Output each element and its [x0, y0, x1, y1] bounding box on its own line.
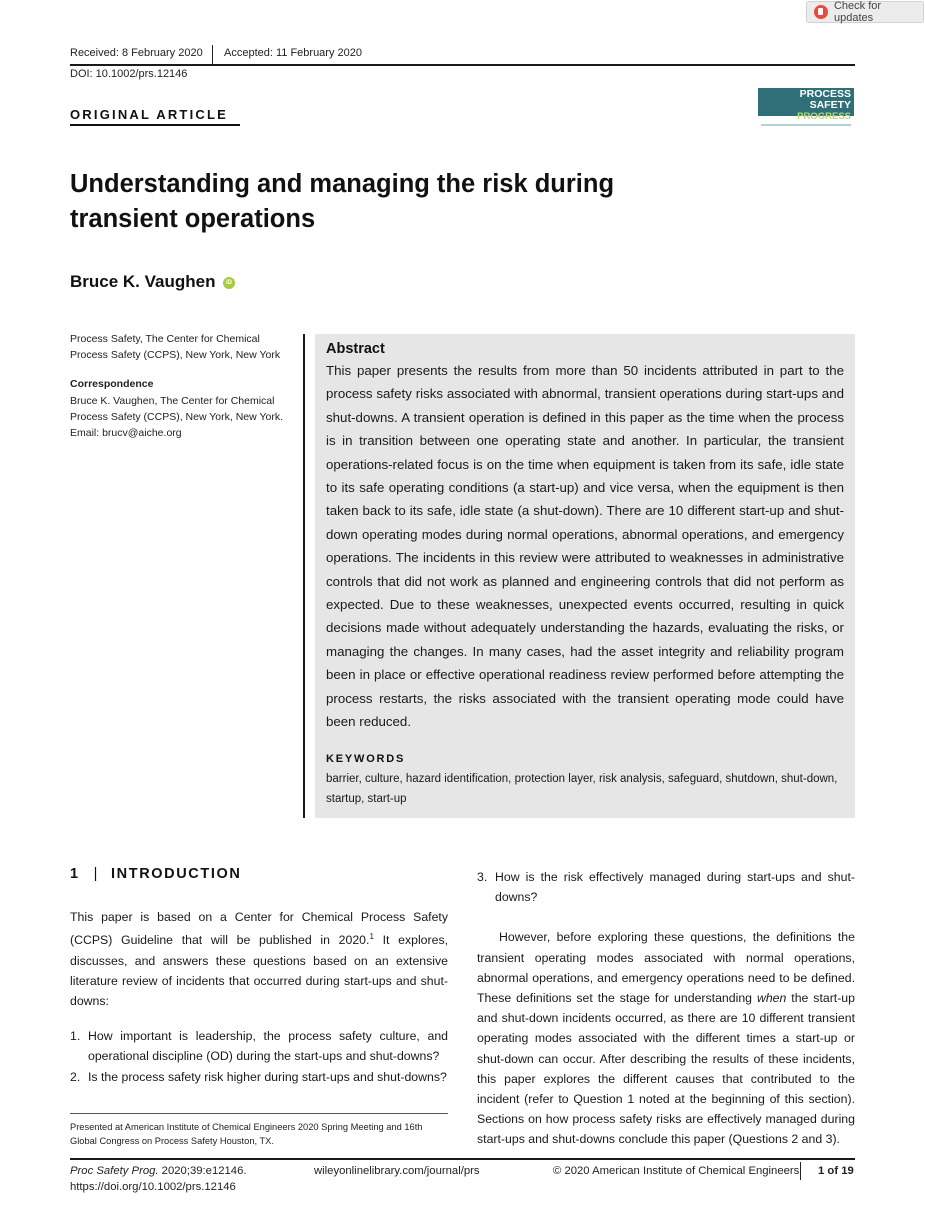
- article-type-underline: [70, 124, 240, 126]
- affiliation: Process Safety, The Center for Chemical Process Safety (CCPS), New York, New York: [70, 333, 281, 361]
- footer-website-link[interactable]: wileyonlinelibrary.com/journal/prs: [314, 1165, 480, 1177]
- left-column: [70, 907, 448, 1087]
- correspondence-details: [70, 393, 295, 441]
- definitions-text-a: However, before exploring these questions, the definitions the transient operating modes associated with normal operations, abnormal operations, and emergency operations need to be defined. These definitions set the stage for understanding: [477, 930, 855, 1006]
- abstract-box: [315, 334, 855, 818]
- section-separator: |: [93, 866, 100, 882]
- list-text: How is the risk effectively managed during start-ups and shut-downs?: [495, 870, 855, 905]
- section-title: INTRODUCTION: [111, 866, 242, 882]
- footnote: Presented at American Institute of Chemical Engineers 2020 Spring Meeting and 16th Global Congress on Process Safety Houston, TX.: [70, 1122, 423, 1146]
- author-name: Bruce K. Vaughen: [70, 272, 216, 291]
- abstract-text: This paper presents the results from more than 50 incidents attributed in part to the process safety risks associated with abnormal, transient operations during start-ups and shut-downs. A transient operation is defined in this paper as the time when the process is in transition between one operating state and another. In particular, the transient operations-related focus is on the time when equipment is taken from its safe, idle state to its safe operating conditions (a start-up) and vice versa, when the equipment is then taken back to its safe, idle state (a shut-down). There are 10 different start-up and shut-down operating modes during normal operations, abnormal operations, and emergency operations. The incidents in this review were attributed to weaknesses in administrative controls that did not work as planned and engineering controls that did not perform as expected. Due to these weaknesses, unexpected events occurred, resulting in quick decisions made without adequately understanding the hazards, evaluating the risks, or managing the changes. In many cases, had the asset integrity and reliability program been in place or effective operational readiness review performed before attempting the process restarts, the risks associated with the transient operating mode could have been reduced.: [326, 363, 844, 730]
- footer-divider: [800, 1162, 801, 1180]
- abstract-heading: Abstract: [326, 341, 385, 357]
- right-column: [477, 867, 855, 1150]
- check-for-updates-label: Check for updates: [833, 0, 882, 24]
- question-list-continued: [477, 867, 855, 907]
- reference-1[interactable]: 1: [369, 932, 374, 942]
- check-for-updates-button[interactable]: [806, 1, 924, 23]
- definitions-text-b: the start-up and shut-down incidents occurred, as there are 10 different transient operating modes associated with the different times a start-up or shut-down can occur. After describing the results of these incidents, this paper explores the different causes that contributed to the incident (refer to Question 1 noted at the beginning of this section). Sections on how process safety risks are effectively managed during start-ups and shut-downs conclude this paper (Questions 2 and 3).: [477, 991, 855, 1147]
- footer-doi-link[interactable]: https://doi.org/10.1002/prs.12146: [70, 1181, 236, 1193]
- footnote-rule: [70, 1113, 448, 1114]
- list-item: [477, 867, 855, 907]
- definitions-emphasis: when: [756, 991, 787, 1006]
- list-text: Is the process safety risk higher during start-ups and shut-downs?: [88, 1069, 447, 1084]
- journal-logo-line2: PROGRESS: [797, 111, 851, 122]
- abstract-divider: [303, 334, 305, 818]
- correspondence-email[interactable]: Email: brucv@aiche.org: [70, 427, 182, 439]
- journal-logo: [758, 88, 854, 122]
- footer-rule: [70, 1158, 855, 1160]
- section-number: 1: [70, 866, 80, 882]
- list-number: 1.: [70, 1029, 81, 1044]
- footer-volume: 2020;39:e12146.: [158, 1165, 247, 1177]
- footer-copyright: © 2020 American Institute of Chemical Engineers: [553, 1165, 800, 1177]
- received-date: Received: 8 February 2020: [70, 47, 203, 59]
- article-title: Understanding and managing the risk during transient operations: [70, 170, 615, 233]
- journal-logo-line1: PROCESS SAFETY: [799, 88, 851, 111]
- correspondence-heading: Correspondence: [70, 378, 154, 390]
- intro-text-b: It explores, discusses, and answers these questions based on an extensive literature review of incidents that occurred during start-ups and shut-downs:: [70, 933, 449, 1008]
- footer-citation: [70, 1165, 247, 1177]
- page-number: 1 of 19: [818, 1165, 854, 1177]
- intro-text-a: This paper is based on a Center for Chemical Process Safety (CCPS) Guideline that will be published in 2020.: [70, 910, 448, 948]
- keywords-heading: KEYWORDS: [326, 752, 406, 765]
- orcid-icon[interactable]: iD: [223, 277, 235, 289]
- header-rule: [70, 64, 855, 66]
- list-item: [70, 1067, 448, 1087]
- list-number: 2.: [70, 1069, 81, 1084]
- list-text: How important is leadership, the process safety culture, and operational discipline (OD) during the start-ups and shut-downs?: [88, 1029, 448, 1064]
- journal-logo-strip: [761, 124, 851, 126]
- intro-paragraph: [70, 907, 448, 1011]
- footer-journal: Proc Safety Prog.: [70, 1165, 159, 1177]
- question-list: [70, 1026, 448, 1087]
- article-type: ORIGINAL ARTICLE: [70, 107, 228, 122]
- list-item: [70, 1026, 448, 1066]
- accepted-date: Accepted: 11 February 2020: [224, 47, 362, 59]
- keywords-list: barrier, culture, hazard identification, protection layer, risk analysis, safeguard, shutdown, shut-down, startup, start-up: [326, 772, 838, 805]
- definitions-paragraph: [477, 927, 855, 1149]
- header-divider: [212, 45, 213, 66]
- doi[interactable]: DOI: 10.1002/prs.12146: [70, 68, 188, 80]
- check-updates-icon: [814, 5, 828, 19]
- section-heading: [70, 866, 241, 882]
- list-number: 3.: [477, 870, 488, 884]
- correspondence-address: Bruce K. Vaughen, The Center for Chemical Process Safety (CCPS), New York, New York.: [70, 395, 283, 423]
